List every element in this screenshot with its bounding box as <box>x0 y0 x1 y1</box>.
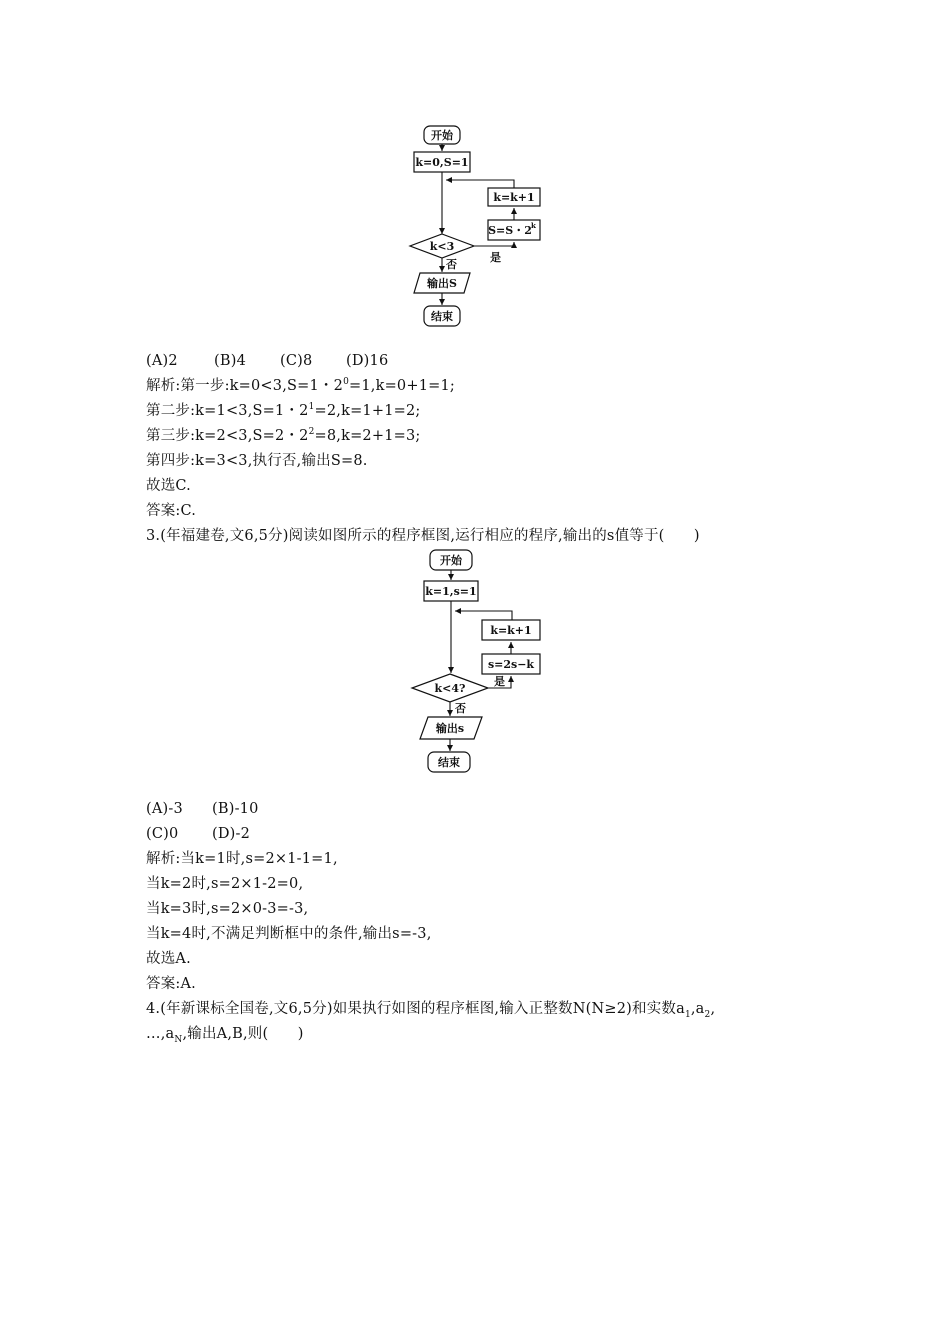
q2-solution-step2: 第二步:k=1<3,S=1・$2^1=2,k=1+1=2$; <box>146 402 421 419</box>
q3-option-a[interactable]: (A)-3 <box>146 801 183 817</box>
flow2-step-s-text: s=2s−k <box>487 658 535 671</box>
q2-option-c[interactable]: (C)8 <box>280 353 313 369</box>
q2-solution-step1: 解析:第一步:k=0<3,S=1・$2^0=1,k=0+1=1$; <box>146 377 455 394</box>
flow2-start-text: 开始 <box>440 554 462 567</box>
flow2-yes-label: 是 <box>494 675 505 688</box>
flow1-init-text: k=0,S=1 <box>415 156 469 169</box>
q2-option-a[interactable]: (A)2 <box>146 353 178 369</box>
flow1-step-s-text: S=S・2 <box>488 224 532 237</box>
q3-options-row2 <box>146 825 250 843</box>
flow2-output-text: 输出s <box>435 722 465 735</box>
q3-choose: 故选A. <box>146 951 191 967</box>
flowchart-2 <box>0 540 950 780</box>
flow1-condition-text: k<3 <box>429 240 455 253</box>
q2-solution-step3: 第三步:k=2<3,S=2・$2^2=8,k=2+1=3$; <box>146 427 421 444</box>
flow2-end-text: 结束 <box>438 756 460 769</box>
q2-solution-step4: 第四步:k=3<3,执行否,输出S=8. <box>146 453 368 469</box>
flow1-no-label: 否 <box>446 258 457 271</box>
q3-options-row1 <box>146 800 259 818</box>
q4-question-line1: 4.(年新课标全国卷,文6,5分)如果执行如图的程序框图,输入正整数N(N≥2)和实数$a_1,a_2$, <box>146 1001 716 1020</box>
flow1-yes-label: 是 <box>490 251 501 264</box>
q4-question-line2: $\dots,a_N$,输出A,B,则( ) <box>146 1026 304 1045</box>
flow1-step-s-exp: k <box>531 221 536 230</box>
flow1-end-text: 结束 <box>431 310 453 323</box>
flow1-start-text: 开始 <box>431 129 453 142</box>
flow1-step-k-text: k=k+1 <box>493 191 535 204</box>
q3-solution-2: 当k=2时,s=2×1-2=0, <box>146 876 304 892</box>
q3-solution-1: 解析:当k=1时,s=2×1-1=1, <box>146 851 338 867</box>
q2-choose: 故选C. <box>146 478 191 494</box>
q3-option-c[interactable]: (C)0 <box>146 826 179 842</box>
flow2-init-text: k=1,s=1 <box>425 585 477 598</box>
flowchart-1 <box>0 0 950 340</box>
flow2-condition-text: k<4? <box>434 682 466 695</box>
q2-option-b[interactable]: (B)4 <box>214 353 246 369</box>
q3-question: 3.(年福建卷,文6,5分)阅读如图所示的程序框图,运行相应的程序,输出的s值等于( ) <box>146 528 700 544</box>
q3-solution-3: 当k=3时,s=2×0-3=-3, <box>146 901 309 917</box>
q2-options <box>146 352 388 370</box>
q2-option-d[interactable]: (D)16 <box>346 353 389 369</box>
flow2-step-k-text: k=k+1 <box>490 624 532 637</box>
flow2-no-label: 否 <box>455 702 466 715</box>
q3-option-b[interactable]: (B)-10 <box>212 801 259 817</box>
flow1-output-text: 输出S <box>427 277 457 290</box>
q3-solution-4: 当k=4时,不满足判断框中的条件,输出s=-3, <box>146 926 432 942</box>
q3-answer: 答案:A. <box>146 976 196 992</box>
q3-option-d[interactable]: (D)-2 <box>212 826 251 842</box>
q2-answer: 答案:C. <box>146 503 197 519</box>
